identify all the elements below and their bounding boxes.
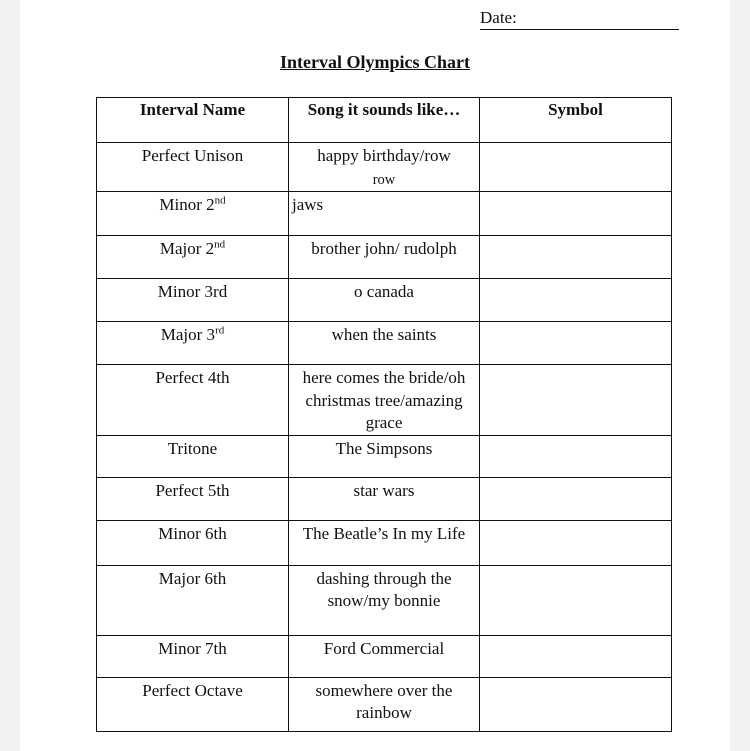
song-line: happy birthday/row — [317, 146, 451, 165]
song-cell — [289, 565, 480, 635]
symbol-cell[interactable] — [480, 143, 672, 192]
symbol-cell[interactable] — [480, 279, 672, 322]
symbol-cell[interactable] — [480, 236, 672, 279]
page-title: Interval Olympics Chart — [280, 52, 470, 72]
column-header-symbol: Symbol — [480, 98, 672, 143]
song-cell: star wars — [289, 477, 480, 520]
song-line: grace — [365, 413, 403, 432]
song-line: here comes the bride/oh — [302, 368, 466, 387]
song-line: somewhere over the — [315, 680, 453, 700]
song-cell — [289, 143, 480, 192]
table-row — [97, 677, 672, 731]
symbol-cell[interactable] — [480, 477, 672, 520]
symbol-cell[interactable] — [480, 677, 672, 731]
song-cell: The Beatle’s In my Life — [289, 520, 480, 565]
song-line: row — [372, 171, 396, 188]
interval-name-cell: Minor 6th — [97, 520, 289, 565]
interval-name-cell: Perfect 5th — [97, 477, 289, 520]
song-cell — [289, 365, 480, 436]
interval-name: Minor 2 — [159, 195, 215, 214]
interval-name-cell: Major 6th — [97, 565, 289, 635]
symbol-cell[interactable] — [480, 565, 672, 635]
interval-name-cell: Minor 3rd — [97, 279, 289, 322]
ordinal-suffix: nd — [214, 238, 226, 251]
interval-name: Major 2 — [159, 239, 215, 258]
table-row — [97, 279, 672, 322]
interval-name-cell — [97, 322, 289, 365]
table-row — [97, 236, 672, 279]
table-row — [97, 477, 672, 520]
song-line: dashing through the — [316, 568, 452, 588]
interval-name-cell: Perfect Unison — [97, 143, 289, 192]
interval-name-cell — [97, 192, 289, 236]
table-header-row — [97, 98, 672, 143]
table-row — [97, 322, 672, 365]
table-row — [97, 435, 672, 477]
interval-table — [96, 97, 672, 732]
column-header-interval-name: Interval Name — [97, 98, 289, 143]
table-row — [97, 365, 672, 436]
ordinal-suffix: rd — [215, 324, 225, 337]
interval-name-cell: Minor 7th — [97, 635, 289, 677]
song-cell: when the saints — [289, 322, 480, 365]
symbol-cell[interactable] — [480, 520, 672, 565]
song-cell: jaws — [289, 192, 480, 236]
song-cell: Ford Commercial — [289, 635, 480, 677]
interval-name: Major 3 — [160, 325, 216, 344]
ordinal-suffix: nd — [214, 194, 226, 207]
song-line: rainbow — [356, 703, 412, 722]
symbol-cell[interactable] — [480, 322, 672, 365]
interval-name-cell: Perfect 4th — [97, 365, 289, 436]
table-row — [97, 565, 672, 635]
symbol-cell[interactable] — [480, 365, 672, 436]
table-row — [97, 143, 672, 192]
interval-name-cell: Perfect Octave — [97, 677, 289, 731]
symbol-cell[interactable] — [480, 635, 672, 677]
song-cell: brother john/ rudolph — [289, 236, 480, 279]
interval-name-cell: Tritone — [97, 435, 289, 477]
symbol-cell[interactable] — [480, 435, 672, 477]
date-field-line[interactable] — [480, 29, 679, 30]
song-cell — [289, 677, 480, 731]
song-cell: The Simpsons — [289, 435, 480, 477]
date-label: Date: — [480, 8, 517, 27]
song-cell: o canada — [289, 279, 480, 322]
song-line: snow/my bonnie — [327, 591, 441, 610]
table-row — [97, 192, 672, 236]
table-row — [97, 520, 672, 565]
song-line: christmas tree/amazing — [305, 390, 463, 410]
interval-name-cell — [97, 236, 289, 279]
symbol-cell[interactable] — [480, 192, 672, 236]
table-row — [97, 635, 672, 677]
column-header-song: Song it sounds like… — [289, 98, 480, 143]
